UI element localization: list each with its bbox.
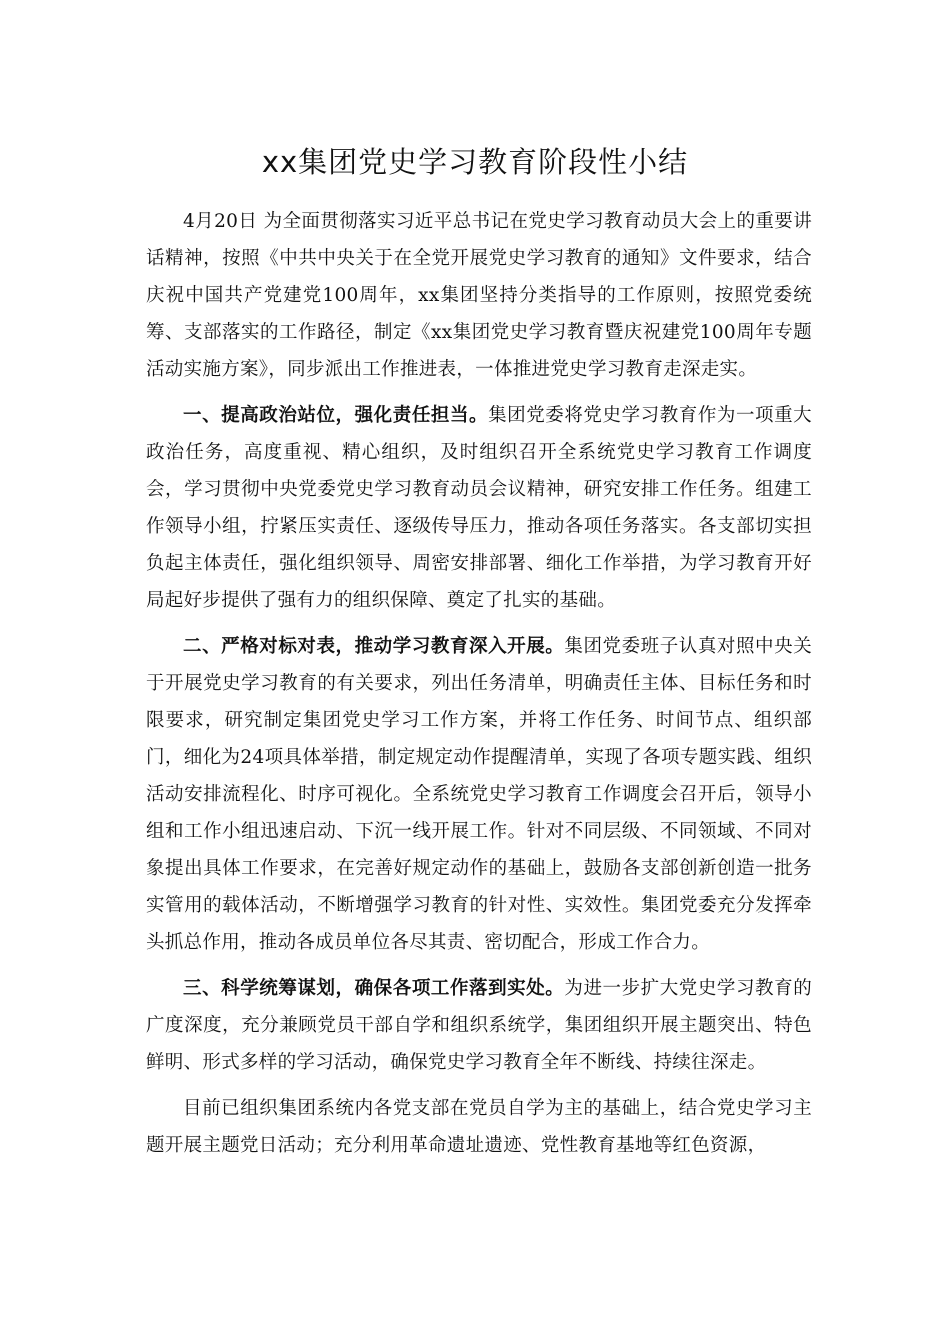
section-paragraph-3 [146,970,812,1081]
intro-paragraph: 4月20日 为全面贯彻落实习近平总书记在党史学习教育动员大会上的重要讲话精神，按照《中共中央关于在全党开展党史学习教育的通知》文件要求，结合庆祝中国共产党建党100周年，xx集团坚持分类指导的工作原则，按照党委统筹、支部落实的工作路径，制定《xx集团党史学习教育暨庆祝建党100周年专题活动实施方案》，同步派出工作推进表，一体推进党史学习教育走深走实。 [146,211,812,380]
document-body [146,203,812,1164]
closing-paragraph: 目前已组织集团系统内各党支部在党员自学为主的基础上，结合党史学习主题开展主题党日活动；充分利用革命遗址遗迹、党性教育基地等红色资源， [146,1098,812,1156]
document-title: xx集团党史学习教育阶段性小结 [261,145,689,179]
section-paragraph-2 [146,628,812,961]
section-text-3: 为进一步扩大党史学习教育的广度深度，充分兼顾党员干部自学和组织系统学，集团组织开展主题突出、特色鲜明、形式多样的学习活动，确保党史学习教育全年不断线、持续往深走。 [146,978,812,1073]
section-heading-2: 二、严格对标对表，推动学习教育深入开展。 [183,636,565,657]
section-text-2: 集团党委班子认真对照中央关于开展党史学习教育的有关要求，列出任务清单，明确责任主体、目标任务和时限要求，研究制定集团党史学习工作方案，并将工作任务、时间节点、组织部门，细化为24项具体举措，制定规定动作提醒清单，实现了各项专题实践、组织活动安排流程化、时序可视化。全系统党史学习教育工作调度会召开后，领导小组和工作小组迅速启动、下沉一线开展工作。针对不同层级、不同领域、不同对象提出具体工作要求，在完善好规定动作的基础上，鼓励各支部创新创造一批务实管用的载体活动，不断增强学习教育的针对性、实效性。集团党委充分发挥牵头抓总作用，推动各成员单位各尽其责、密切配合，形成工作合力。 [146,636,812,953]
section-paragraph-1 [146,397,812,619]
section-text-1: 集团党委将党史学习教育作为一项重大政治任务，高度重视、精心组织，及时组织召开全系统党史学习教育工作调度会，学习贯彻中央党委党史学习教育动员会议精神，研究安排工作任务。组建工作领导小组，拧紧压实责任、逐级传导压力，推动各项任务落实。各支部切实担负起主体责任，强化组织领导、周密安排部署、细化工作举措，为学习教育开好局起好步提供了强有力的组织保障、奠定了扎实的基础。 [146,405,812,611]
section-heading-1: 一、提高政治站位，强化责任担当。 [183,405,489,426]
section-heading-3: 三、科学统筹谋划，确保各项工作落到实处。 [183,978,565,999]
